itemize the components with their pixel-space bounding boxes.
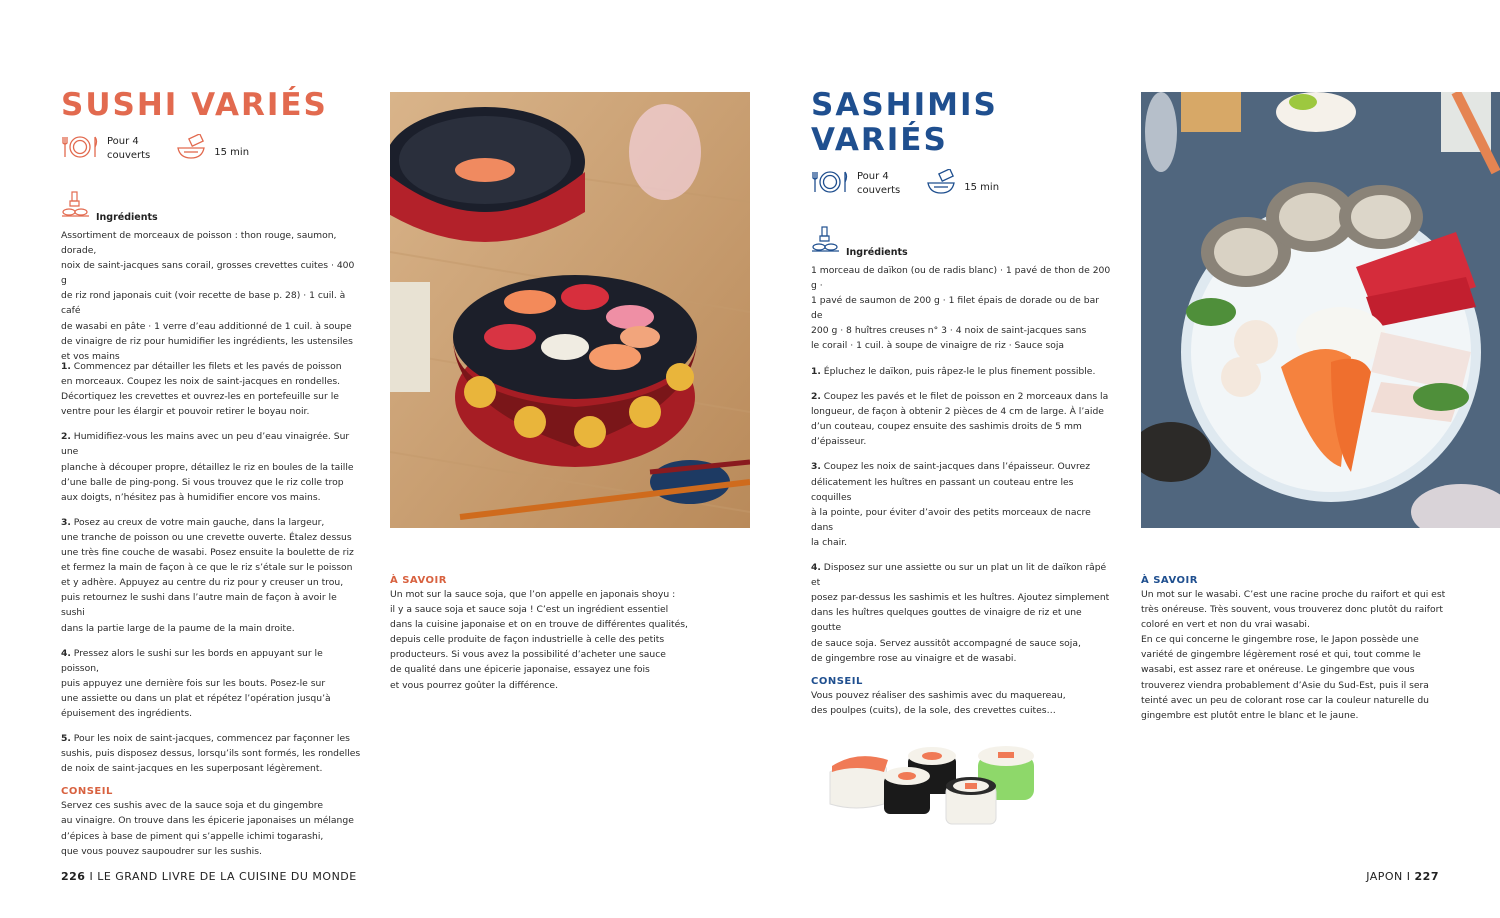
ingredients-line: Assortiment de morceaux de poisson : thon rouge, saumon, dorade, (61, 230, 337, 257)
step-number: 3. (61, 516, 71, 528)
page-number: 226 (61, 870, 86, 883)
ingredients-label: Ingrédients (846, 247, 908, 258)
step-line: une assiette ou dans un plat et répétez l’opération jusqu’à (61, 692, 331, 704)
recipe-title-line: SUSHI VARIÉS (61, 87, 328, 123)
chapter-title: JAPON I (1366, 870, 1415, 883)
steps-list (811, 364, 1111, 718)
savoir-line: et vous pourrez goûter la différence. (390, 679, 558, 691)
step-line: en morceaux. Coupez les noix de saint-jacques en rondelles. (61, 376, 341, 388)
step-number: 3. (811, 461, 821, 473)
step-line: d’une balle de ping-pong. Si vous trouvez que le riz colle trop (61, 476, 344, 488)
conseil-line: Vous pouvez réaliser des sashimis avec du maquereau, (811, 689, 1066, 701)
conseil-heading: CONSEIL (61, 786, 113, 798)
step-line: puis appuyez une dernière fois sur les bouts. Posez-le sur (61, 677, 326, 689)
step-line: de noix de saint-jacques en les superposant légèrement. (61, 763, 323, 775)
ingredients-icon (811, 225, 841, 259)
time-value: 15 min (214, 147, 250, 158)
step-line: et fermez la main de façon à ce que le riz s’étale sur le poisson (61, 562, 353, 574)
step-line: aux doigts, n’hésitez pas à humidifier encore vos mains. (61, 491, 321, 503)
ingredients-line: de wasabi en pâte · 1 verre d’eau additionné de 1 cuil. à soupe (61, 320, 352, 332)
savoir-line: trouverez viendra probablement d’Asie du Sud-Est, puis il sera (1141, 679, 1429, 691)
step-line: et y adhère. Appuyez au centre du riz pour y creuser un trou, (61, 577, 344, 589)
servings-group (811, 169, 900, 199)
savoir-line: de qualité dans une épicerie japonaise, essayez une fois (390, 664, 650, 676)
conseil-heading: CONSEIL (811, 675, 863, 687)
savoir-line: très onéreuse. Très souvent, vous trouverez donc plutôt du raifort (1141, 604, 1443, 616)
step-line: d’épaisseur. (811, 436, 867, 448)
savoir-heading: À SAVOIR (390, 575, 447, 586)
conseil-line: Servez ces sushis avec de la sauce soja et du gingembre (61, 800, 324, 812)
step-line: Humidifiez-vous les mains avec un peu d’eau vinaigrée. Sur une (61, 431, 350, 458)
savoir-line: gingembre est plutôt entre le blanc et le jaune. (1141, 709, 1359, 721)
ingredients-line: noix de saint-jacques sans corail, grosses crevettes cuites · 400 g (61, 260, 355, 287)
savoir-line: variété de gingembre légèrement rosé et qui, tout comme le (1141, 649, 1421, 661)
conseil-line: au vinaigre. On trouve dans les épicerie japonaises un mélange (61, 815, 354, 827)
savoir-line: Un mot sur la sauce soja, que l’on appelle en japonais shoyu : (390, 589, 676, 600)
step-line: de sauce soja. Servez aussitôt accompagné de sauce soja, (811, 637, 1081, 649)
savoir-line: Un mot sur le wasabi. C’est une racine proche du raifort et qui est (1141, 589, 1446, 600)
bowl-timer-icon (926, 169, 956, 201)
step-item (61, 731, 361, 776)
step-line: sushis, puis disposez dessus, lorsqu’ils sont formés, les rondelles (61, 748, 361, 760)
sushi-photo (390, 92, 750, 528)
step-line: Coupez les noix de saint-jacques dans l’épaisseur. Ouvrez (820, 461, 1091, 473)
conseil-line: d’épices à base de piment qui s’appelle ichimi togarashi, (61, 830, 324, 842)
ingredients-label: Ingrédients (96, 212, 158, 223)
step-line: la chair. (811, 536, 848, 548)
step-item (61, 359, 361, 419)
step-line: Posez au creux de votre main gauche, dans la largeur, (70, 516, 325, 528)
step-line: dans les huîtres quelques gouttes de vinaigre de riz et une goutte (811, 607, 1082, 634)
footer-left (61, 870, 357, 883)
step-item (811, 389, 1111, 449)
book-title: I LE GRAND LIVRE DE LA CUISINE DU MONDE (85, 870, 357, 883)
step-line: une très fine couche de wasabi. Posez ensuite la boulette de riz (61, 547, 354, 559)
ingredients-heading (61, 190, 158, 224)
step-line: Pressez alors le sushi sur les bords en appuyant sur le poisson, (61, 647, 323, 674)
plate-icon (811, 169, 849, 199)
step-line: ventre pour les élargir et pouvoir retirer le boyau noir. (61, 406, 310, 418)
ingredients-heading (811, 225, 908, 259)
sashimi-photo (1141, 92, 1500, 528)
ingredients-icon (61, 190, 91, 224)
sushi-illustration-icon (826, 742, 1041, 834)
recipe-title-line: SASHIMIS (811, 87, 998, 123)
servings-line-1: Pour 4 (107, 136, 139, 147)
step-line: une tranche de poisson ou une crevette ouverte. Étalez dessus (61, 531, 352, 543)
conseil-line: des poulpes (cuits), de la sole, des crevettes cuites… (811, 704, 1056, 716)
time-text (964, 181, 999, 195)
ingredients-line: 1 pavé de saumon de 200 g · 1 filet épais de dorade ou de bar de (811, 295, 1099, 322)
step-number: 4. (61, 647, 71, 659)
servings-text (857, 170, 900, 198)
servings-line-2: couverts (857, 185, 901, 196)
ingredients-line: et vos mains (61, 350, 120, 362)
step-line: puis retournez le sushi dans l’autre main de façon à avoir le sushi (61, 592, 337, 619)
step-item (61, 646, 361, 721)
recipe-title-sashimi (811, 88, 998, 158)
savoir-line: En ce qui concerne le gingembre rose, le Japon possède une (1141, 634, 1419, 646)
step-line: Pour les noix de saint-jacques, commencez par façonner les (70, 733, 350, 745)
savoir-block-left (390, 575, 710, 693)
page-number: 227 (1414, 870, 1439, 883)
step-number: 5. (61, 733, 71, 745)
time-text (214, 146, 249, 160)
step-item (61, 515, 361, 636)
step-line: de gingembre rose au vinaigre et de wasabi. (811, 652, 1017, 664)
step-number: 1. (61, 361, 71, 372)
conseil-block (811, 676, 1111, 718)
step-item (61, 429, 361, 504)
step-line: d’un couteau, coupez ensuite des sashimis droits de 5 mm (811, 421, 1082, 433)
savoir-line: wasabi, est assez rare et onéreuse. Le gingembre que vous (1141, 664, 1415, 676)
ingredients-list (811, 263, 1111, 354)
step-number: 2. (811, 391, 821, 403)
ingredients-list (61, 228, 361, 364)
step-line: longueur, de façon à obtenir 2 pièces de 4 cm de large. À l’aide (811, 406, 1104, 418)
step-item (811, 459, 1111, 550)
time-value: 15 min (964, 182, 1000, 193)
savoir-line: dans la cuisine japonaise et on en trouve de différentes qualités, (390, 619, 688, 631)
step-number: 2. (61, 431, 71, 443)
servings-line-1: Pour 4 (857, 171, 889, 182)
step-number: 4. (811, 562, 821, 574)
savoir-block-right (1141, 575, 1461, 723)
step-line: Disposez sur une assiette ou sur un plat un lit de daïkon râpé et (811, 562, 1107, 589)
time-group (926, 169, 999, 201)
recipe-meta (811, 169, 1025, 201)
recipe-title-sushi (61, 88, 328, 123)
recipe-meta (61, 134, 275, 166)
step-line: épuisement des ingrédients. (61, 707, 193, 719)
conseil-block (61, 786, 361, 858)
step-line: Décortiquez les crevettes et ouvrez-les en portefeuille sur le (61, 391, 339, 403)
steps-list (61, 359, 361, 859)
recipe-title-line: VARIÉS (811, 122, 948, 158)
servings-group (61, 134, 150, 164)
conseil-line: que vous pouvez saupoudrer sur les sushis. (61, 845, 262, 857)
bowl-timer-icon (176, 134, 206, 166)
savoir-line: producteurs. Si vous avez la possibilité d’acheter une sauce (390, 649, 666, 661)
savoir-line: coloré en vert et non du vrai wasabi. (1141, 619, 1310, 631)
time-group (176, 134, 249, 166)
ingredients-line: 1 morceau de daïkon (ou de radis blanc) · 1 pavé de thon de 200 g · (811, 265, 1111, 292)
savoir-heading: À SAVOIR (1141, 575, 1198, 586)
ingredients-line: 200 g · 8 huîtres creuses n° 3 · 4 noix de saint-jacques sans (811, 325, 1087, 337)
ingredients-line: de vinaigre de riz pour humidifier les ingrédients, les ustensiles (61, 335, 353, 347)
step-number: 1. (811, 366, 821, 377)
step-line: délicatement les huîtres en passant un couteau entre les coquilles (811, 476, 1074, 503)
step-item (811, 560, 1111, 666)
savoir-line: il y a sauce soja et sauce soja ! C’est un ingrédient essentiel (390, 604, 669, 616)
savoir-line: depuis celle produite de façon industrielle à celle des petits (390, 634, 665, 646)
plate-icon (61, 134, 99, 164)
ingredients-line: le corail · 1 cuil. à soupe de vinaigre de riz · Sauce soja (811, 340, 1065, 352)
step-line: Commencez par détailler les filets et les pavés de poisson (70, 361, 342, 372)
step-item (811, 364, 1111, 379)
footer-right (1366, 870, 1439, 883)
savoir-line: teinté avec un peu de colorant rose car la couleur naturelle du (1141, 694, 1429, 706)
servings-text (107, 135, 150, 163)
step-line: Coupez les pavés et le filet de poisson en 2 morceaux dans la (820, 391, 1109, 403)
ingredients-line: de riz rond japonais cuit (voir recette de base p. 28) · 1 cuil. à café (61, 290, 346, 317)
step-line: posez par-dessus les sashimis et les huîtres. Ajoutez simplement (811, 592, 1110, 604)
step-line: à la pointe, pour éviter d’avoir des petits morceaux de nacre dans (811, 506, 1091, 533)
step-line: planche à découper propre, détaillez le riz en boules de la taille (61, 461, 354, 473)
step-line: dans la partie large de la paume de la main droite. (61, 622, 295, 634)
servings-line-2: couverts (107, 150, 151, 161)
step-line: Épluchez le daïkon, puis râpez-le le plus finement possible. (820, 366, 1096, 377)
